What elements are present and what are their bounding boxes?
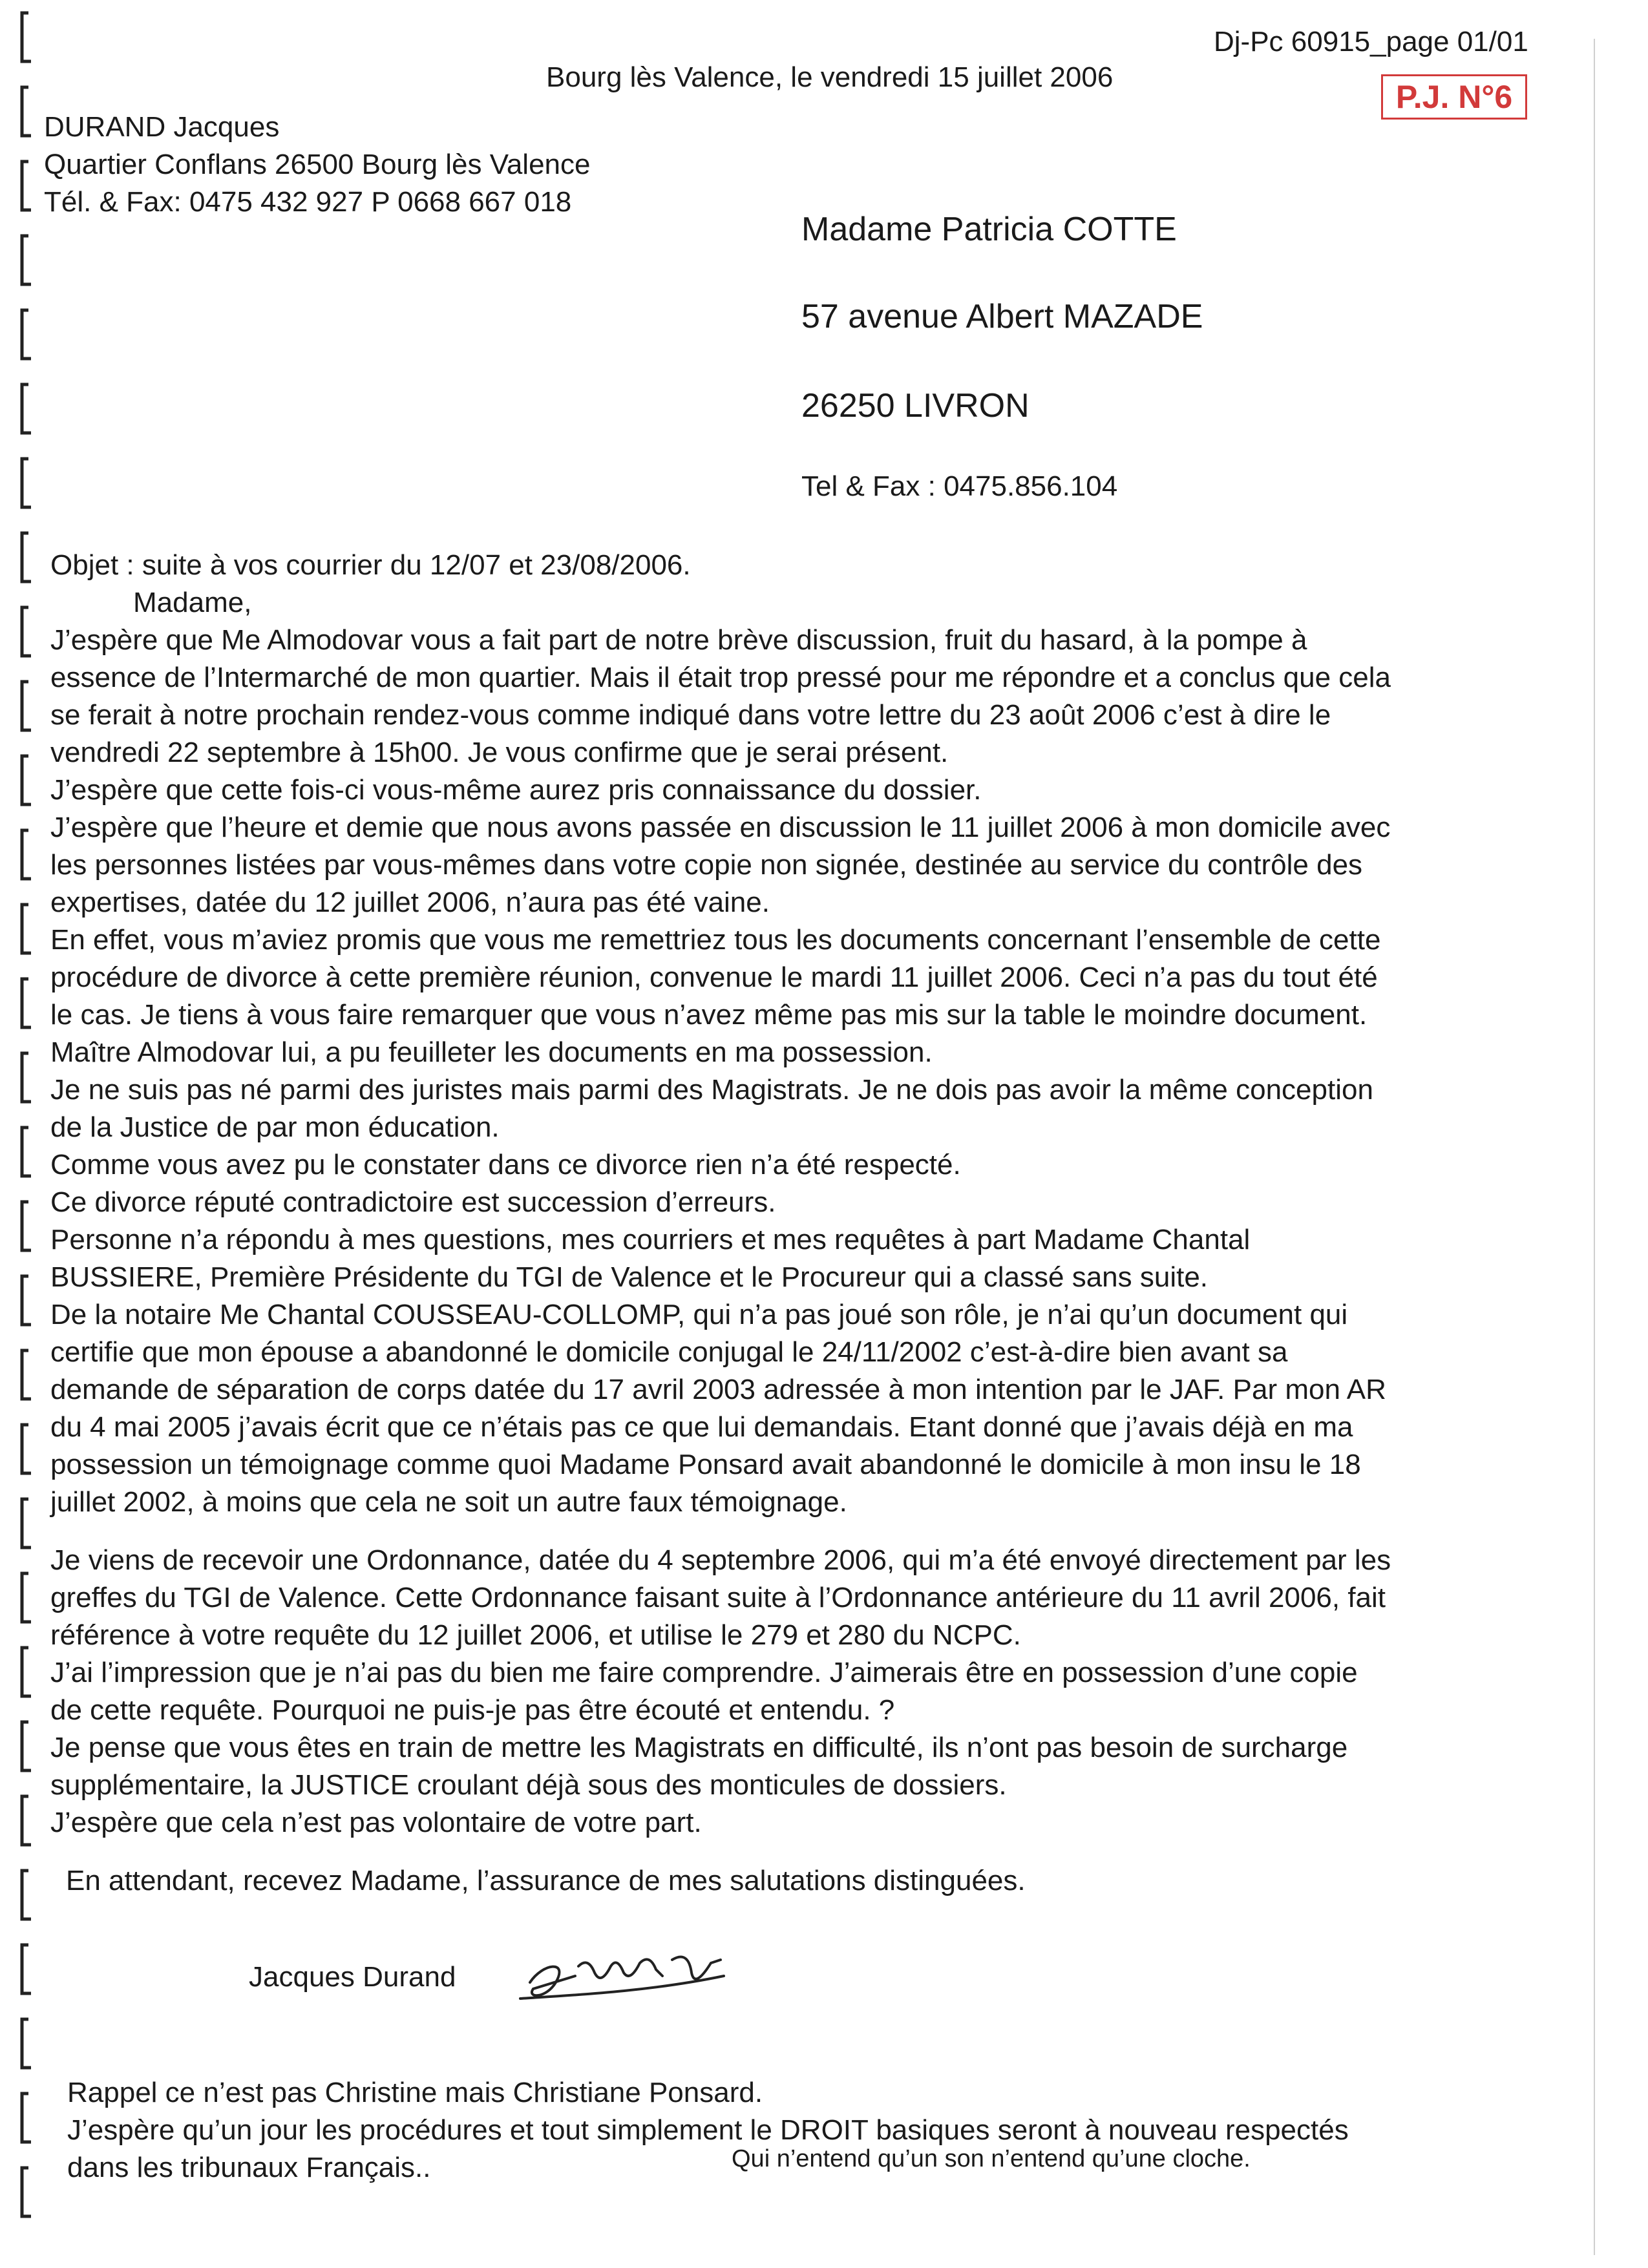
binding-hole (22, 1053, 31, 1102)
body-line: BUSSIERE, Première Présidente du TGI de Valence et le Procureur qui a classé sans suite. (50, 1261, 1209, 1293)
body-line: Ce divorce réputé contradictoire est succession d’erreurs. (50, 1186, 776, 1218)
body-line: référence à votre requête du 12 juillet 2006, et utilise le 279 et 280 du NCPC. (50, 1619, 1021, 1651)
binding-hole (22, 1350, 31, 1399)
body-line: Comme vous avez pu le constater dans ce divorce rien n’a été respecté. (50, 1149, 961, 1181)
binding-holes (0, 0, 58, 2268)
binding-hole (22, 2168, 31, 2216)
body-line: En effet, vous m’aviez promis que vous me remettriez tous les documents concernant l’ensemble de cette (50, 924, 1381, 956)
binding-hole (22, 1276, 31, 1325)
binding-hole (22, 459, 31, 507)
body-line: de cette requête. Pourquoi ne puis-je pas être écouté et entendu. ? (50, 1694, 895, 1726)
body-line: de la Justice de par mon éducation. (50, 1111, 500, 1143)
binding-hole (22, 1202, 31, 1250)
binding-hole (22, 1945, 31, 1993)
body-line: procédure de divorce à cette première réunion, convenue le mardi 11 juillet 2006. Ceci n’a pas du tout été (50, 961, 1378, 993)
body-line: Maître Almodovar lui, a pu feuilleter les documents en ma possession. (50, 1036, 933, 1068)
body-line: De la notaire Me Chantal COUSSEAU-COLLOMP, qui n’a pas joué son rôle, je n’ai qu’un document qui (50, 1299, 1348, 1330)
binding-hole (22, 905, 31, 953)
body-line: possession un témoignage comme quoi Madame Ponsard avait abandonné le domicile à mon insu le 18 (50, 1449, 1361, 1480)
salutation: Madame, (133, 587, 252, 618)
body-line: demande de séparation de corps datée du 17 avril 2003 adressée à mon intention par le JAF. Par mon AR (50, 1374, 1386, 1405)
postscript-line: J’espère qu’un jour les procédures et tout simplement le DROIT basiques seront à nouveau respectés (67, 2114, 1349, 2146)
body-line: essence de l’Intermarché de mon quartier. Mais il était trop pressé pour me répondre et a conclus que cela (50, 662, 1391, 693)
binding-hole (22, 830, 31, 879)
sender-phone: Tél. & Fax: 0475 432 927 P 0668 667 018 (44, 186, 572, 218)
body-line: J’espère que Me Almodovar vous a fait part de notre brève discussion, fruit du hasard, à la pompe à (50, 624, 1307, 656)
binding-hole (22, 310, 31, 359)
binding-hole (22, 162, 31, 210)
body-line: du 4 mai 2005 j’avais écrit que ce n’étais pas ce que lui demandais. Etant donné que j’avais déjà en ma (50, 1411, 1353, 1443)
body-line: J’espère que l’heure et demie que nous avons passée en discussion le 11 juillet 2006 à mon domicile avec (50, 812, 1391, 843)
recipient-name: Madame Patricia COTTE (801, 211, 1177, 248)
binding-hole (22, 13, 31, 61)
sender-address: Quartier Conflans 26500 Bourg lès Valence (44, 149, 591, 180)
binding-hole (22, 1425, 31, 1473)
document-reference: Dj-Pc 60915_page 01/01 (1214, 26, 1528, 58)
body-line: Personne n’a répondu à mes questions, mes courriers et mes requêtes à part Madame Chantal (50, 1224, 1251, 1255)
binding-hole (22, 979, 31, 1027)
postscript-line: Rappel ce n’est pas Christine mais Christiane Ponsard. (67, 2077, 763, 2108)
binding-hole (22, 1871, 31, 1919)
binding-hole (22, 682, 31, 730)
binding-hole (22, 87, 31, 136)
body-line: se ferait à notre prochain rendez-vous comme indiqué dans votre lettre du 23 août 2006 c’est à dire le (50, 699, 1331, 731)
body-line: Je viens de recevoir une Ordonnance, datée du 4 septembre 2006, qui m’a été envoyé directement par les (50, 1544, 1391, 1576)
binding-hole (22, 384, 31, 433)
body-line: certifie que mon épouse a abandonné le domicile conjugal le 24/11/2002 c’est-à-dire bien avant sa (50, 1336, 1288, 1368)
body-line: J’espère que cela n’est pas volontaire de votre part. (50, 1807, 702, 1838)
binding-hole (22, 1499, 31, 1548)
handwritten-signature (517, 1937, 763, 2008)
place-and-date: Bourg lès Valence, le vendredi 15 juillet 2006 (546, 61, 1114, 93)
closing-line: En attendant, recevez Madame, l’assurance de mes salutations distinguées. (66, 1865, 1026, 1896)
body-line: vendredi 22 septembre à 15h00. Je vous confirme que je serai présent. (50, 737, 949, 768)
binding-hole (22, 2019, 31, 2068)
binding-hole (22, 607, 31, 656)
binding-hole (22, 2094, 31, 2142)
binding-hole (22, 756, 31, 804)
recipient-street: 57 avenue Albert MAZADE (801, 298, 1203, 335)
body-line: J’ai l’impression que je n’ai pas du bien me faire comprendre. J’aimerais être en possession d’une copie (50, 1657, 1358, 1688)
letter-body (50, 547, 1627, 1900)
binding-hole (22, 533, 31, 582)
body-line: juillet 2002, à moins que cela ne soit un autre faux témoignage. (50, 1486, 847, 1518)
binding-hole (22, 236, 31, 284)
recipient-phone: Tel & Fax : 0475.856.104 (801, 470, 1118, 502)
footer-proverb: Qui n’entend qu’un son n’entend qu’une cloche. (732, 2145, 1251, 2172)
subject-line: Objet : suite à vos courrier du 12/07 et 23/08/2006. (50, 549, 691, 581)
body-line: supplémentaire, la JUSTICE croulant déjà sous des monticules de dossiers. (50, 1769, 1007, 1801)
body-line: les personnes listées par vous-mêmes dans votre copie non signée, destinée au service du contrôle des (50, 849, 1363, 881)
body-line: greffes du TGI de Valence. Cette Ordonnance faisant suite à l’Ordonnance antérieure du 11 avril 2006, fait (50, 1582, 1386, 1613)
body-line: le cas. Je tiens à vous faire remarquer que vous n’avez même pas mis sur la table le moindre document. (50, 999, 1368, 1031)
sender-name: DURAND Jacques (44, 111, 280, 143)
signature-name: Jacques Durand (249, 1961, 456, 1993)
sender-block (44, 109, 590, 221)
attachment-stamp: P.J. N°6 (1381, 74, 1527, 120)
binding-hole (22, 1648, 31, 1696)
binding-hole (22, 1128, 31, 1176)
body-line: J’espère que cette fois-ci vous-même aurez pris connaissance du dossier. (50, 774, 982, 806)
body-line: expertises, datée du 12 juillet 2006, n’aura pas été vaine. (50, 887, 770, 918)
body-line: Je ne suis pas né parmi des juristes mais parmi des Magistrats. Je ne dois pas avoir la même conception (50, 1074, 1373, 1106)
recipient-city: 26250 LIVRON (801, 387, 1030, 425)
binding-hole (22, 1722, 31, 1770)
body-line: Je pense que vous êtes en train de mettre les Magistrats en difficulté, ils n’ont pas besoin de surcharge (50, 1732, 1348, 1763)
postscript-line: dans les tribunaux Français.. (67, 2152, 431, 2183)
binding-hole (22, 1796, 31, 1845)
binding-hole (22, 1573, 31, 1622)
